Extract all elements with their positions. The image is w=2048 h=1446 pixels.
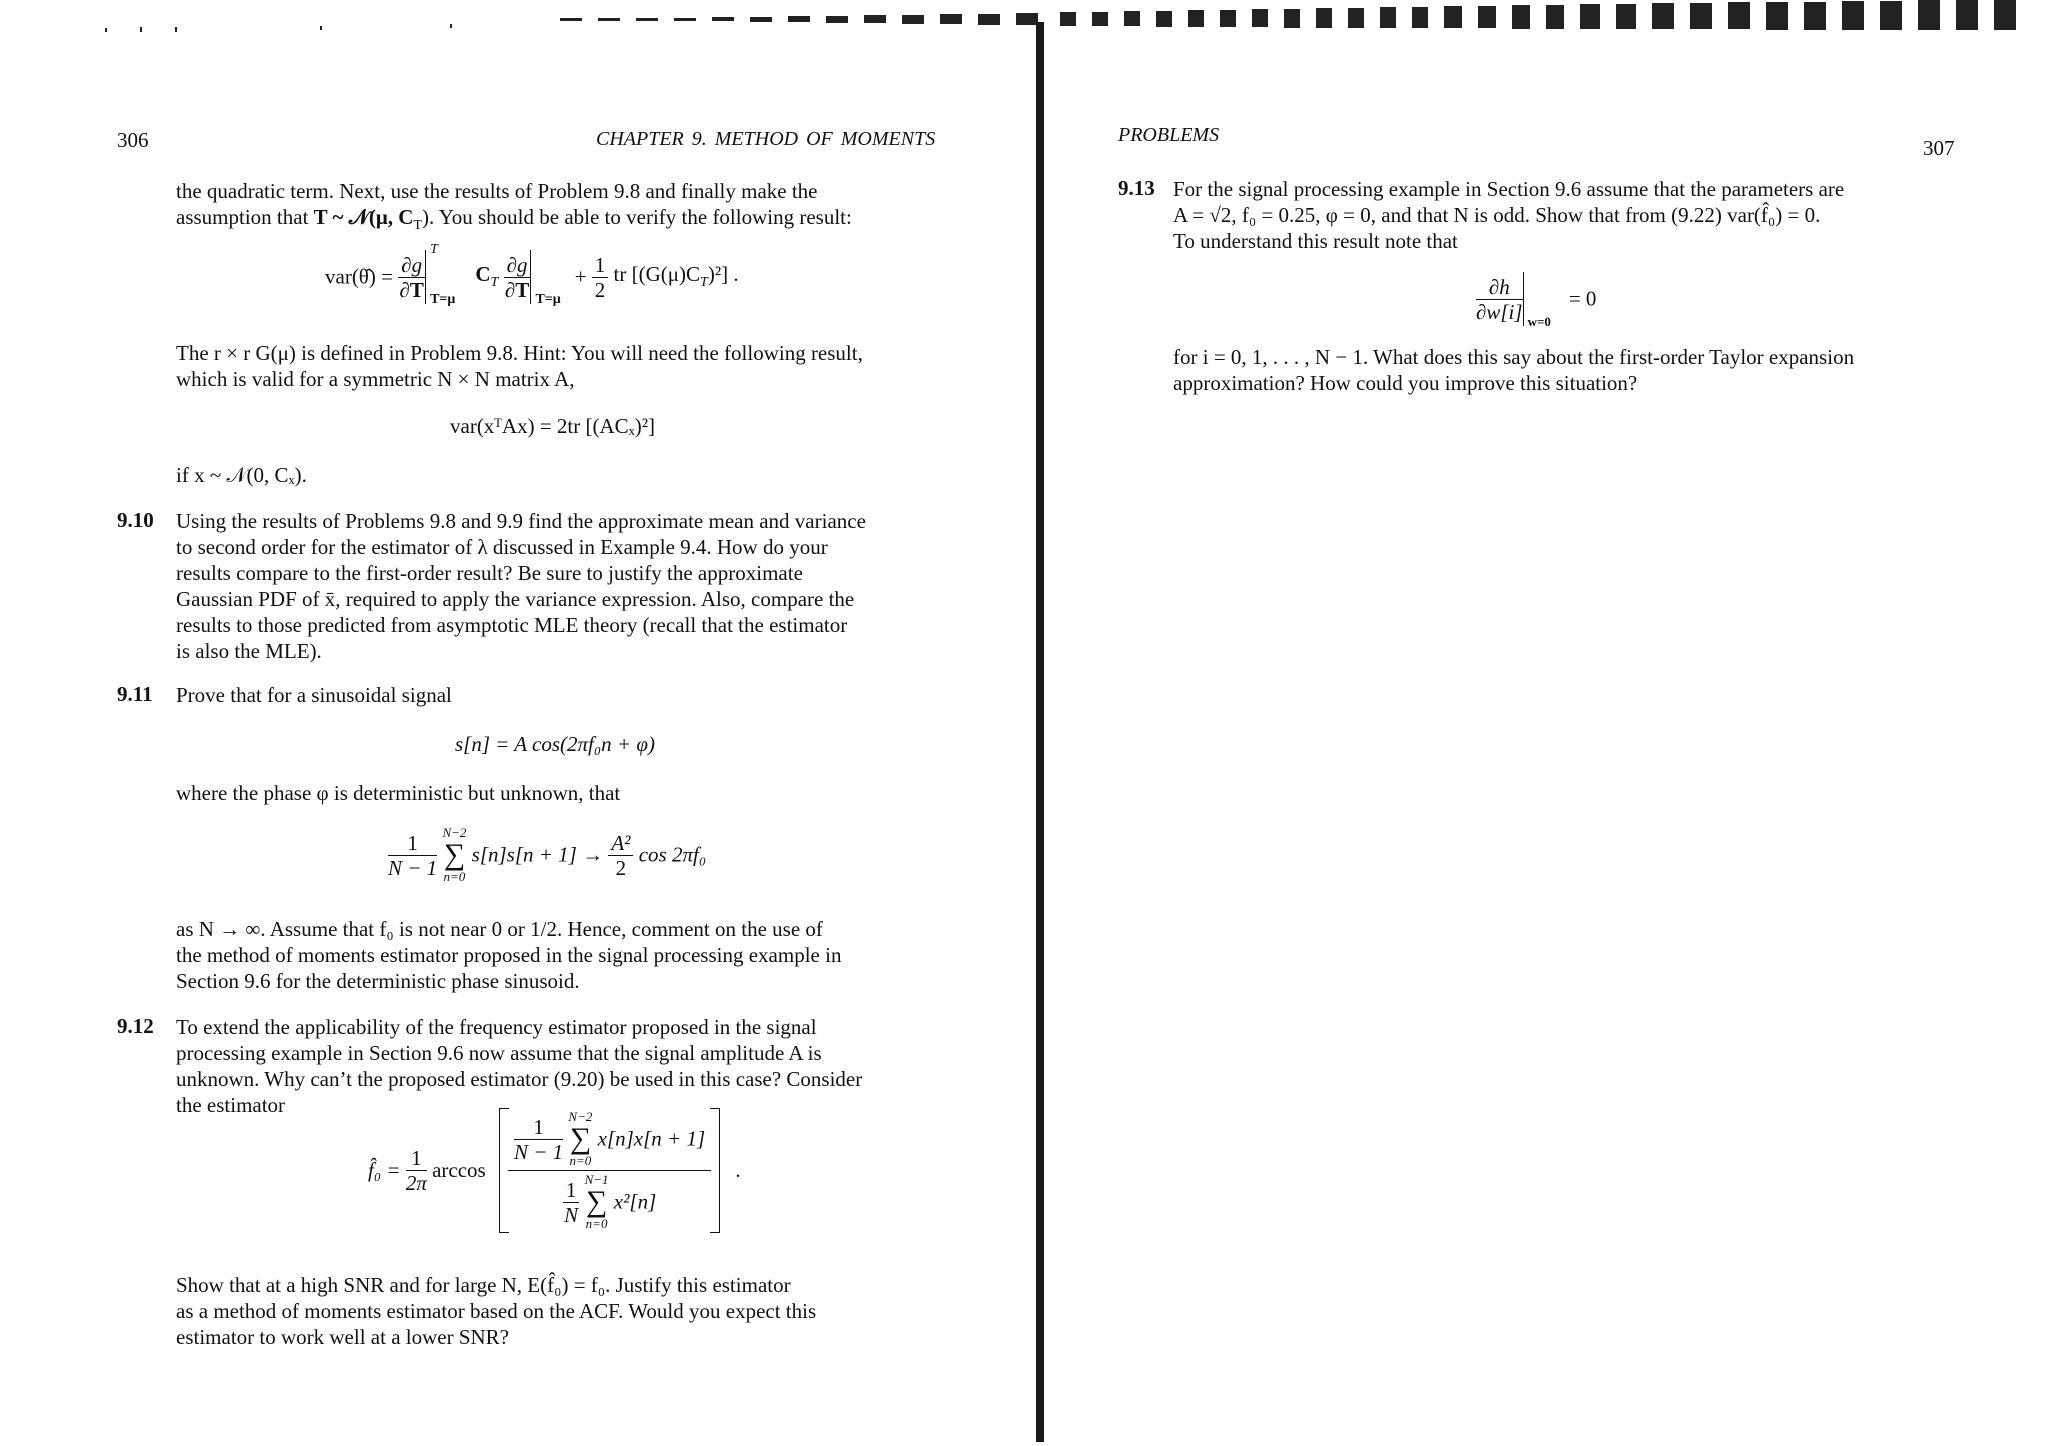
problem-number-9-12: 9.12 <box>117 1014 154 1038</box>
phase-line: where the phase φ is deterministic but unknown, that <box>176 781 621 805</box>
problem-9-13-after: for i = 0, 1, . . . , N − 1. What does this say about the first-order Taylor expansion approximation? How could you improve this situation? <box>1173 345 1855 395</box>
hint-paragraph: The r × r G(μ) is defined in Problem 9.8. Hint: You will need the following result, which is valid for a symmetric N × N matrix A, <box>176 341 863 391</box>
p98-continued <box>176 178 976 239</box>
p98-line2: assumption that T ~ 𝒩(μ, $C_T$). You should be able to verify the following result: <box>176 205 852 234</box>
running-header-left: CHAPTER 9. METHOD OF MOMENTS <box>596 128 936 150</box>
equation-derivative: $\frac{\partial h}{\partial w[i]}$ w=0 = 0 <box>1476 272 1596 326</box>
problem-9-12-text: To extend the applicability of the frequency estimator proposed in the signal processing example in Section 9.6 now assume that the signal amplitude A is unknown. Why can’t the proposed estimator (9.20) be used in this case? Consider the estimator <box>176 1015 863 1117</box>
page-number-left: 306 <box>117 128 149 152</box>
closing-paragraph: Show that at a high SNR and for large N, E(f̂₀) = f₀. Justify this estimator as a method of moments estimator based on the ACF. Would you expect this estimator to work well at a lower SNR? <box>176 1273 817 1349</box>
after-acf-paragraph: as N → ∞. Assume that f₀ is not near 0 or 1/2. Hence, comment on the use of the method of moments estimator proposed in the signal processing example in Section 9.6 for the deterministic phase sinusoid. <box>176 917 842 993</box>
equation-signal: s[n] = A cos(2πf₀n + φ) <box>455 732 655 756</box>
problem-9-13-text: For the signal processing example in Section 9.6 assume that the parameters are A = √2, f₀ = 0.25, φ = 0, and that N is odd. Show that from (9.22) var(f̂₀) = 0. To understand this result note that <box>1173 177 1845 253</box>
right-page <box>1048 0 2048 1446</box>
problem-number-9-10: 9.10 <box>117 508 154 532</box>
if-condition: if x ~ 𝒩(0, Cₓ). <box>176 463 307 487</box>
problem-number-9-11: 9.11 <box>117 682 153 706</box>
page-number-right: 307 <box>1923 136 1955 160</box>
problem-9-11-text: Prove that for a sinusoidal signal <box>176 683 452 707</box>
p98-line1: the quadratic term. Next, use the results of Problem 9.8 and finally make the <box>176 179 818 203</box>
problem-9-10-text: Using the results of Problems 9.8 and 9.9 find the approximate mean and variance to second order for the estimator of λ discussed in Example 9.4. How do your results compare to the first-order result? Be sure to justify the approximate Gaussian PDF of x̄, required to apply the variance expression. Also, compare the results to those predicted from asymptotic MLE theory (recall that the estimator is also the MLE). <box>176 509 866 663</box>
running-header-right: PROBLEMS <box>1118 124 1220 146</box>
problem-number-9-13: 9.13 <box>1118 176 1155 200</box>
equation-acf: $\frac{1}{N - 1}$ N−2 ∑ n=0 s[n]s[n + 1] → $\frac{\text{A²}}{2}$ cos 2πf₀ <box>388 825 707 884</box>
equation-var-theta: var(θ̂) = $\frac{\partial g}{\partial T}$ T T=μ $C_T$ $\frac{\partial g}{\partial T}$ T=μ + $\frac{1}{2}$ tr $[(G(\mu)C_T)^2]$ . <box>325 242 739 307</box>
equation-var-quadratic: var(xᵀAx) = 2tr [(ACₓ)²] <box>450 414 656 438</box>
equation-estimator: f̂₀ = $\frac{1}{2\pi}$ arccos $\frac{1}{N - 1}$ N−2 ∑ n=0 x[n]x[n + 1] $\frac{1}{N}$ N−1 ∑ n=0 x²[n] . <box>368 1109 741 1231</box>
